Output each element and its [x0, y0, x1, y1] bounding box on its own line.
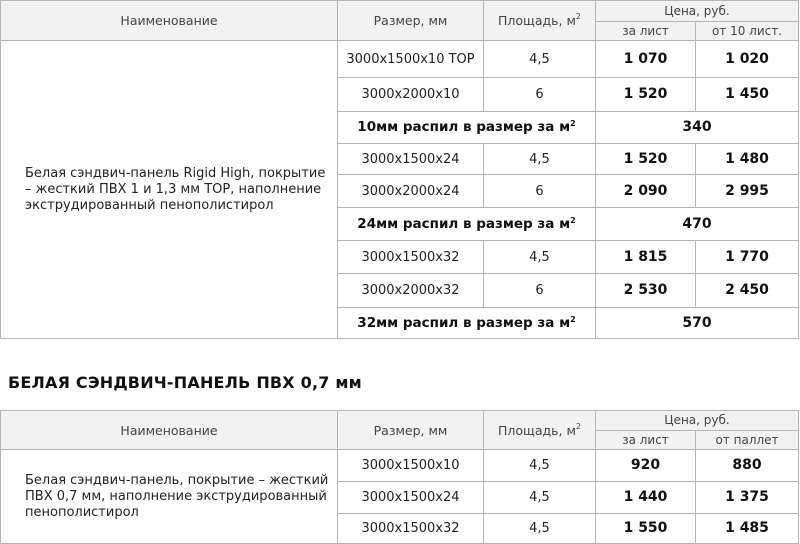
price-sheet-cell: 1 520: [596, 144, 696, 175]
product-description: Белая сэндвич-панель, покрытие – жесткий ПВХ 0,7 мм, наполнение экструдированный пенополистирол: [1, 450, 338, 544]
cut-label: 24мм распил в размер за $м^2$: [338, 208, 596, 241]
header-name: Наименование: [1, 411, 338, 450]
header-size: Размер, мм: [338, 1, 484, 41]
section-title: БЕЛАЯ СЭНДВИЧ-ПАНЕЛЬ ПВХ 0,7 мм: [8, 373, 362, 392]
size-cell: 3000x1500x32: [338, 241, 484, 274]
header-per-pallet: от паллет: [696, 431, 799, 450]
header-per-10: от 10 лист.: [696, 22, 799, 41]
product-description: Белая сэндвич-панель Rigid High, покрытие – жесткий ПВХ 1 и 1,3 мм TOP, наполнение экструдированный пенополистирол: [1, 41, 338, 339]
header-area: Площадь, $м^2$: [484, 1, 596, 41]
cut-price: 570: [596, 308, 799, 339]
table-row: [1, 450, 799, 482]
area-cell: 4,5: [484, 41, 596, 78]
area-cell: 4,5: [484, 450, 596, 482]
area-cell: 6: [484, 274, 596, 308]
header-per-sheet: за лист: [596, 431, 696, 450]
price-sheet-cell: 1 520: [596, 78, 696, 112]
header-per-sheet: за лист: [596, 22, 696, 41]
table-row: [1, 41, 799, 78]
header-size: Размер, мм: [338, 411, 484, 450]
cut-price: 340: [596, 112, 799, 144]
header-price: Цена, руб.: [596, 411, 799, 431]
price-bulk-cell: 1 485: [696, 514, 799, 544]
price-bulk-cell: 1 480: [696, 144, 799, 175]
size-cell: 3000x2000x10: [338, 78, 484, 112]
size-cell: 3000x2000x24: [338, 175, 484, 208]
price-bulk-cell: 880: [696, 450, 799, 482]
size-cell: 3000x1500x10 TOP: [338, 41, 484, 78]
area-cell: 4,5: [484, 482, 596, 514]
area-cell: 4,5: [484, 144, 596, 175]
price-sheet-cell: 1 070: [596, 41, 696, 78]
price-bulk-cell: 2 450: [696, 274, 799, 308]
price-bulk-cell: 2 995: [696, 175, 799, 208]
cut-label: 32мм распил в размер за $м^2$: [338, 308, 596, 339]
area-cell: 4,5: [484, 241, 596, 274]
cut-label: 10мм распил в размер за $м^2$: [338, 112, 596, 144]
area-cell: 4,5: [484, 514, 596, 544]
area-cell: 6: [484, 78, 596, 112]
size-cell: 3000x1500x32: [338, 514, 484, 544]
price-sheet-cell: 2 090: [596, 175, 696, 208]
price-sheet-cell: 1 550: [596, 514, 696, 544]
size-cell: 3000x2000x32: [338, 274, 484, 308]
price-bulk-cell: 1 375: [696, 482, 799, 514]
price-sheet-cell: 2 530: [596, 274, 696, 308]
price-bulk-cell: 1 450: [696, 78, 799, 112]
price-sheet-cell: 1 815: [596, 241, 696, 274]
price-bulk-cell: 1 770: [696, 241, 799, 274]
price-sheet-cell: 1 440: [596, 482, 696, 514]
header-price: Цена, руб.: [596, 1, 799, 22]
size-cell: 3000x1500x24: [338, 144, 484, 175]
price-table-pvc-07: [0, 410, 799, 544]
header-area: Площадь, $м^2$: [484, 411, 596, 450]
area-cell: 6: [484, 175, 596, 208]
cut-price: 470: [596, 208, 799, 241]
size-cell: 3000x1500x10: [338, 450, 484, 482]
price-sheet-cell: 920: [596, 450, 696, 482]
size-cell: 3000x1500x24: [338, 482, 484, 514]
header-name: Наименование: [1, 1, 338, 41]
price-bulk-cell: 1 020: [696, 41, 799, 78]
